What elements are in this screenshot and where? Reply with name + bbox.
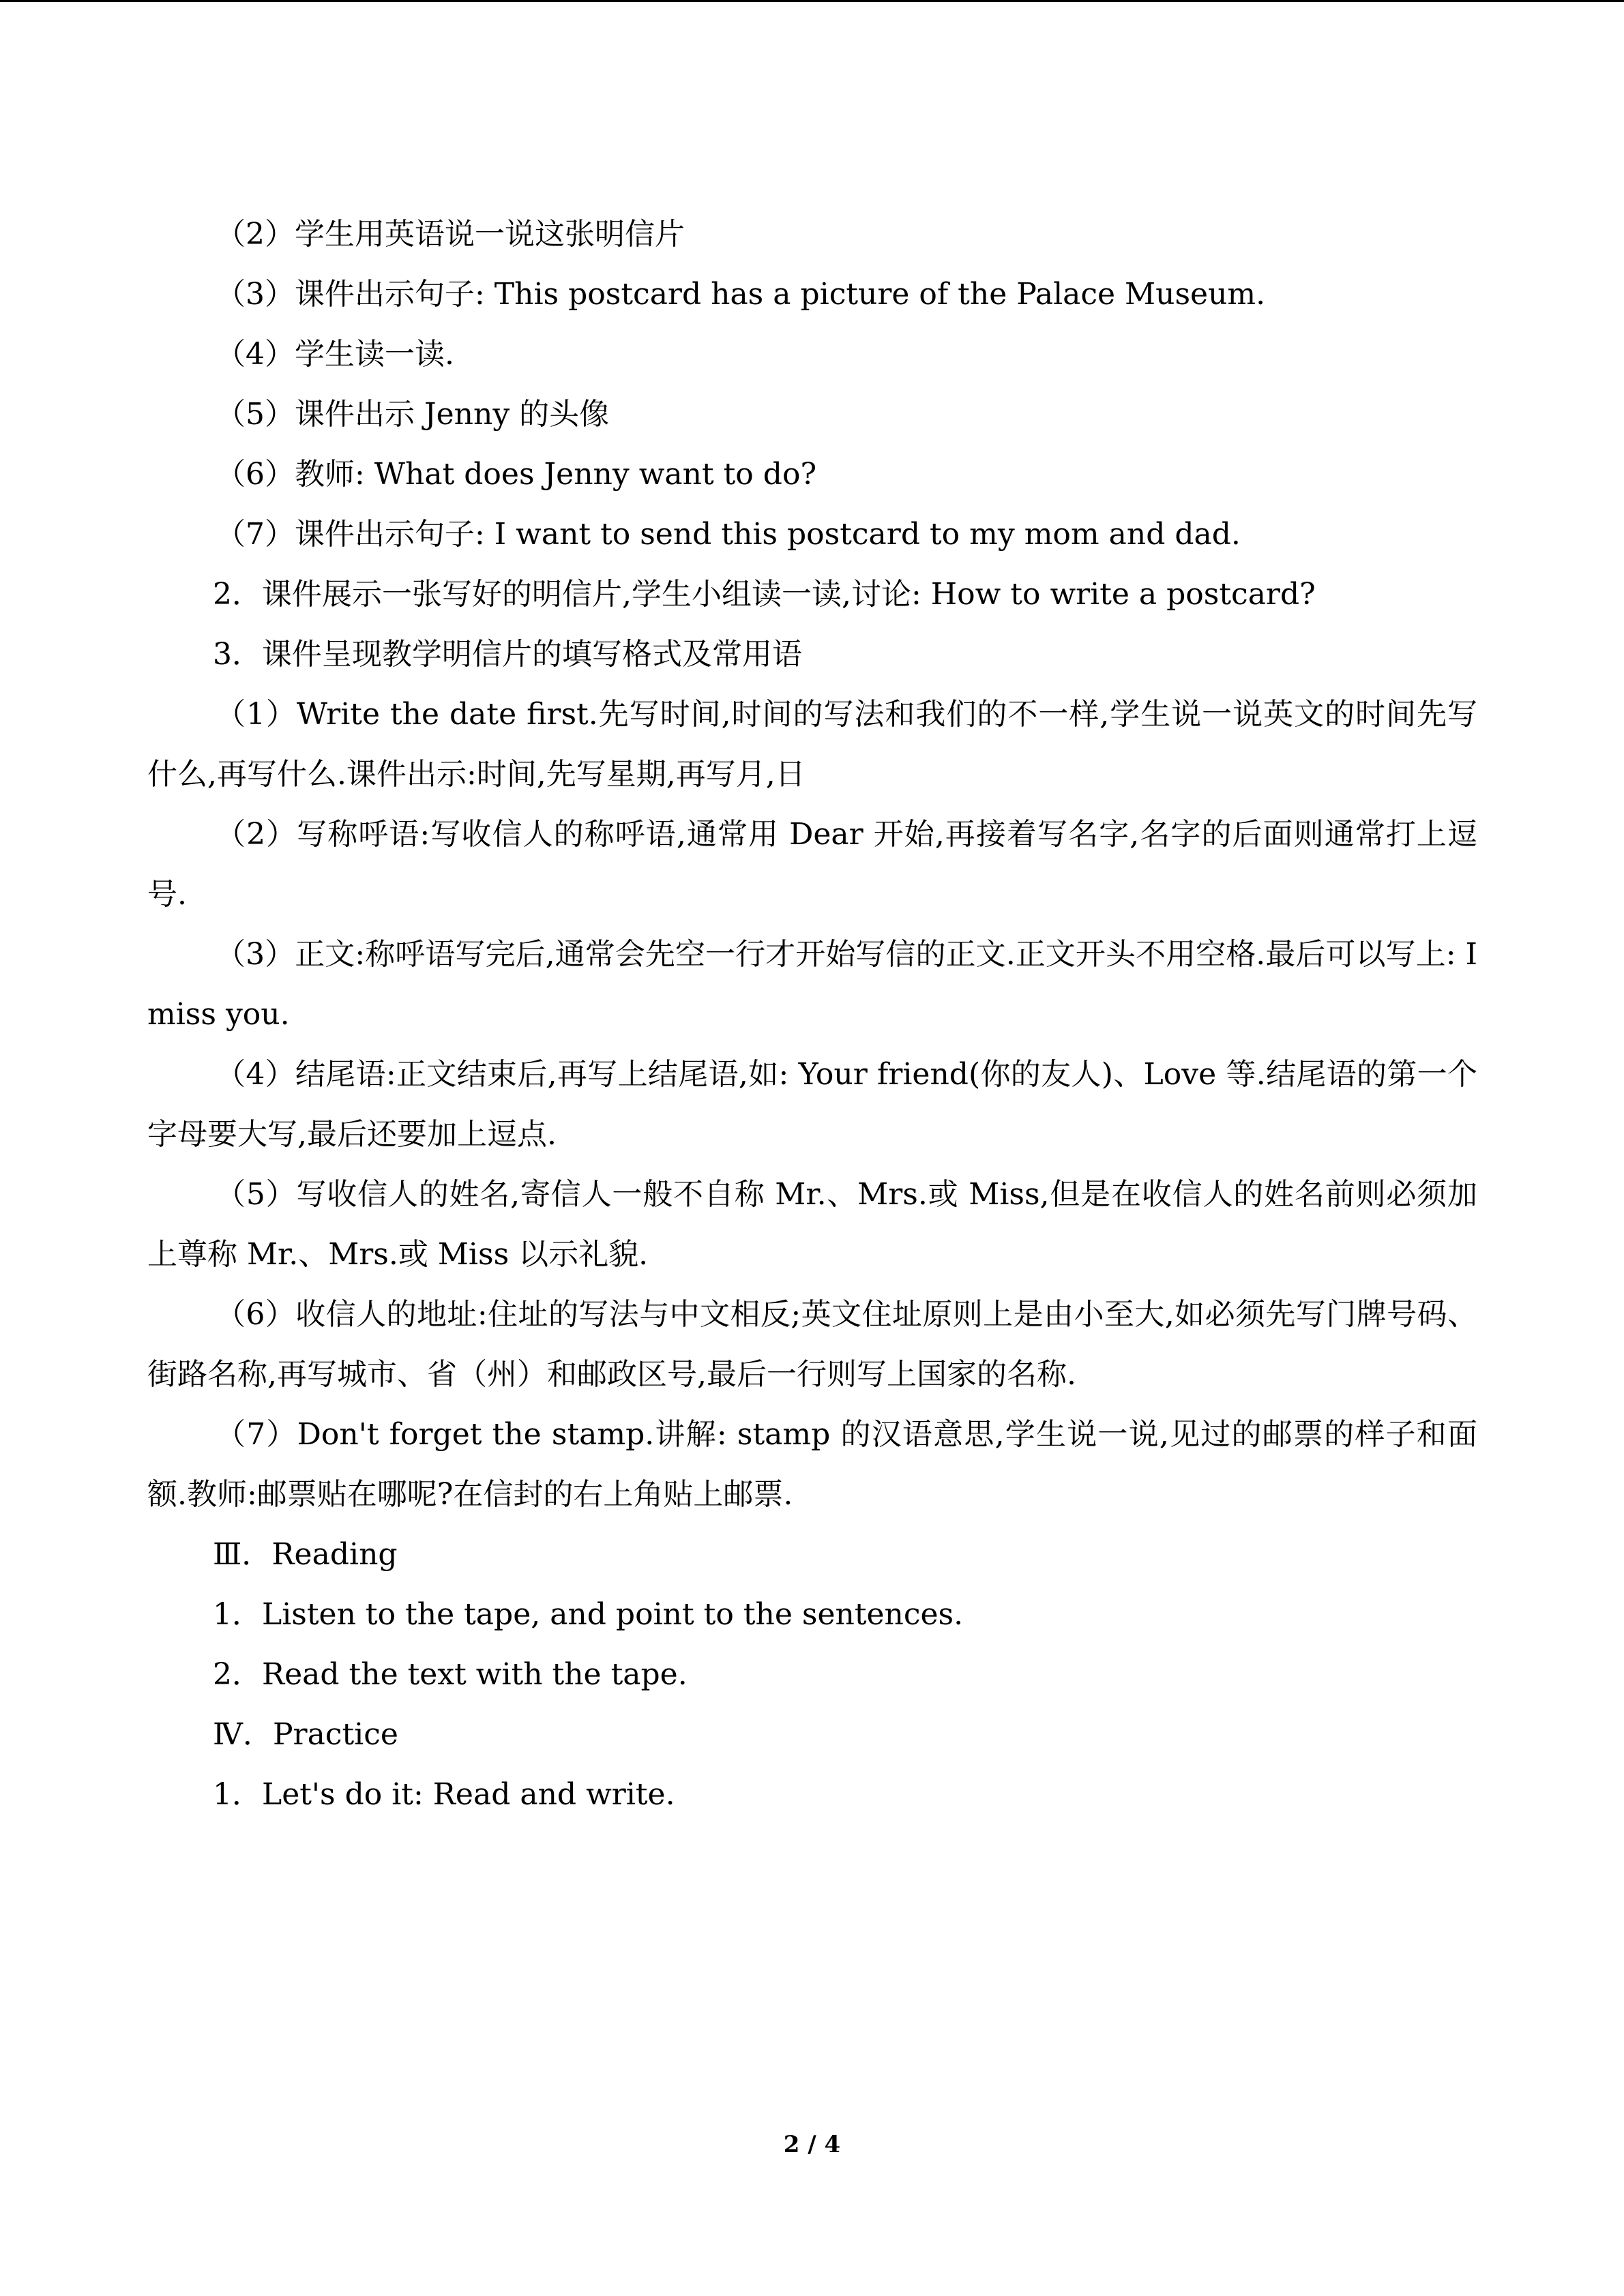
paragraph-step-6-teacher-question: （6）教师: What does Jenny want to do? bbox=[216, 457, 817, 492]
paragraph-step-3-show-sentence: （3）课件出示句子: This postcard has a picture of the Palace Museum. bbox=[216, 277, 1266, 312]
paragraph-reading-1: 1．Listen to the tape, and point to the sentences. bbox=[213, 1597, 964, 1632]
paragraph-format-7-stamp: （7）Don't forget the stamp.讲解: stamp 的汉语意思,学生说一说,见过的邮票的样子和面额.教师:邮票贴在哪呢?在信封的右上角贴上邮票. bbox=[147, 1417, 1477, 1512]
paragraph-practice-1: 1．Let's do it: Read and write. bbox=[213, 1777, 675, 1812]
paragraph-step-4-students-read: （4）学生读一读. bbox=[216, 337, 454, 372]
document-body bbox=[147, 205, 1477, 1825]
top-border-line bbox=[0, 0, 1624, 2]
section-heading-practice: Ⅳ．Practice bbox=[213, 1717, 398, 1752]
paragraph-step-2-say-postcard: （2）学生用英语说一说这张明信片 bbox=[216, 217, 685, 252]
paragraph-format-2-greeting: （2）写称呼语:写收信人的称呼语,通常用 Dear 开始,再接着写名字,名字的后面则通常打上逗号. bbox=[147, 817, 1477, 912]
paragraph-item-2-show-postcard: 2．课件展示一张写好的明信片,学生小组读一读,讨论: How to write a postcard? bbox=[213, 577, 1316, 612]
paragraph-format-6-address: （6）收信人的地址:住址的写法与中文相反;英文住址原则上是由小至大,如必须先写门牌号码、街路名称,再写城市、省（州）和邮政区号,最后一行则写上国家的名称. bbox=[147, 1297, 1477, 1392]
paragraph-format-5-name: （5）写收信人的姓名,寄信人一般不自称 Mr.、Mrs.或 Miss,但是在收信人的姓名前则必须加上尊称 Mr.、Mrs.或 Miss 以示礼貌. bbox=[147, 1177, 1477, 1272]
paragraph-format-3-body: （3）正文:称呼语写完后,通常会先空一行才开始写信的正文.正文开头不用空格.最后可以写上: I miss you. bbox=[147, 937, 1477, 1032]
paragraph-step-7-send-postcard: （7）课件出示句子: I want to send this postcard to my mom and dad. bbox=[216, 517, 1241, 552]
paragraph-format-1-date: （1）Write the date first.先写时间,时间的写法和我们的不一样,学生说一说英文的时间先写什么,再写什么.课件出示:时间,先写星期,再写月,日 bbox=[147, 697, 1477, 792]
paragraph-format-4-closing: （4）结尾语:正文结束后,再写上结尾语,如: Your friend(你的友人)、Love 等.结尾语的第一个字母要大写,最后还要加上逗点. bbox=[147, 1057, 1477, 1152]
paragraph-reading-2: 2．Read the text with the tape. bbox=[213, 1657, 688, 1692]
paragraph-item-3-format: 3．课件呈现教学明信片的填写格式及常用语 bbox=[213, 637, 802, 672]
paragraph-step-5-show-jenny: （5）课件出示 Jenny 的头像 bbox=[216, 397, 610, 432]
section-heading-reading: Ⅲ．Reading bbox=[213, 1537, 398, 1572]
page-number: 2 / 4 bbox=[783, 2131, 841, 2158]
